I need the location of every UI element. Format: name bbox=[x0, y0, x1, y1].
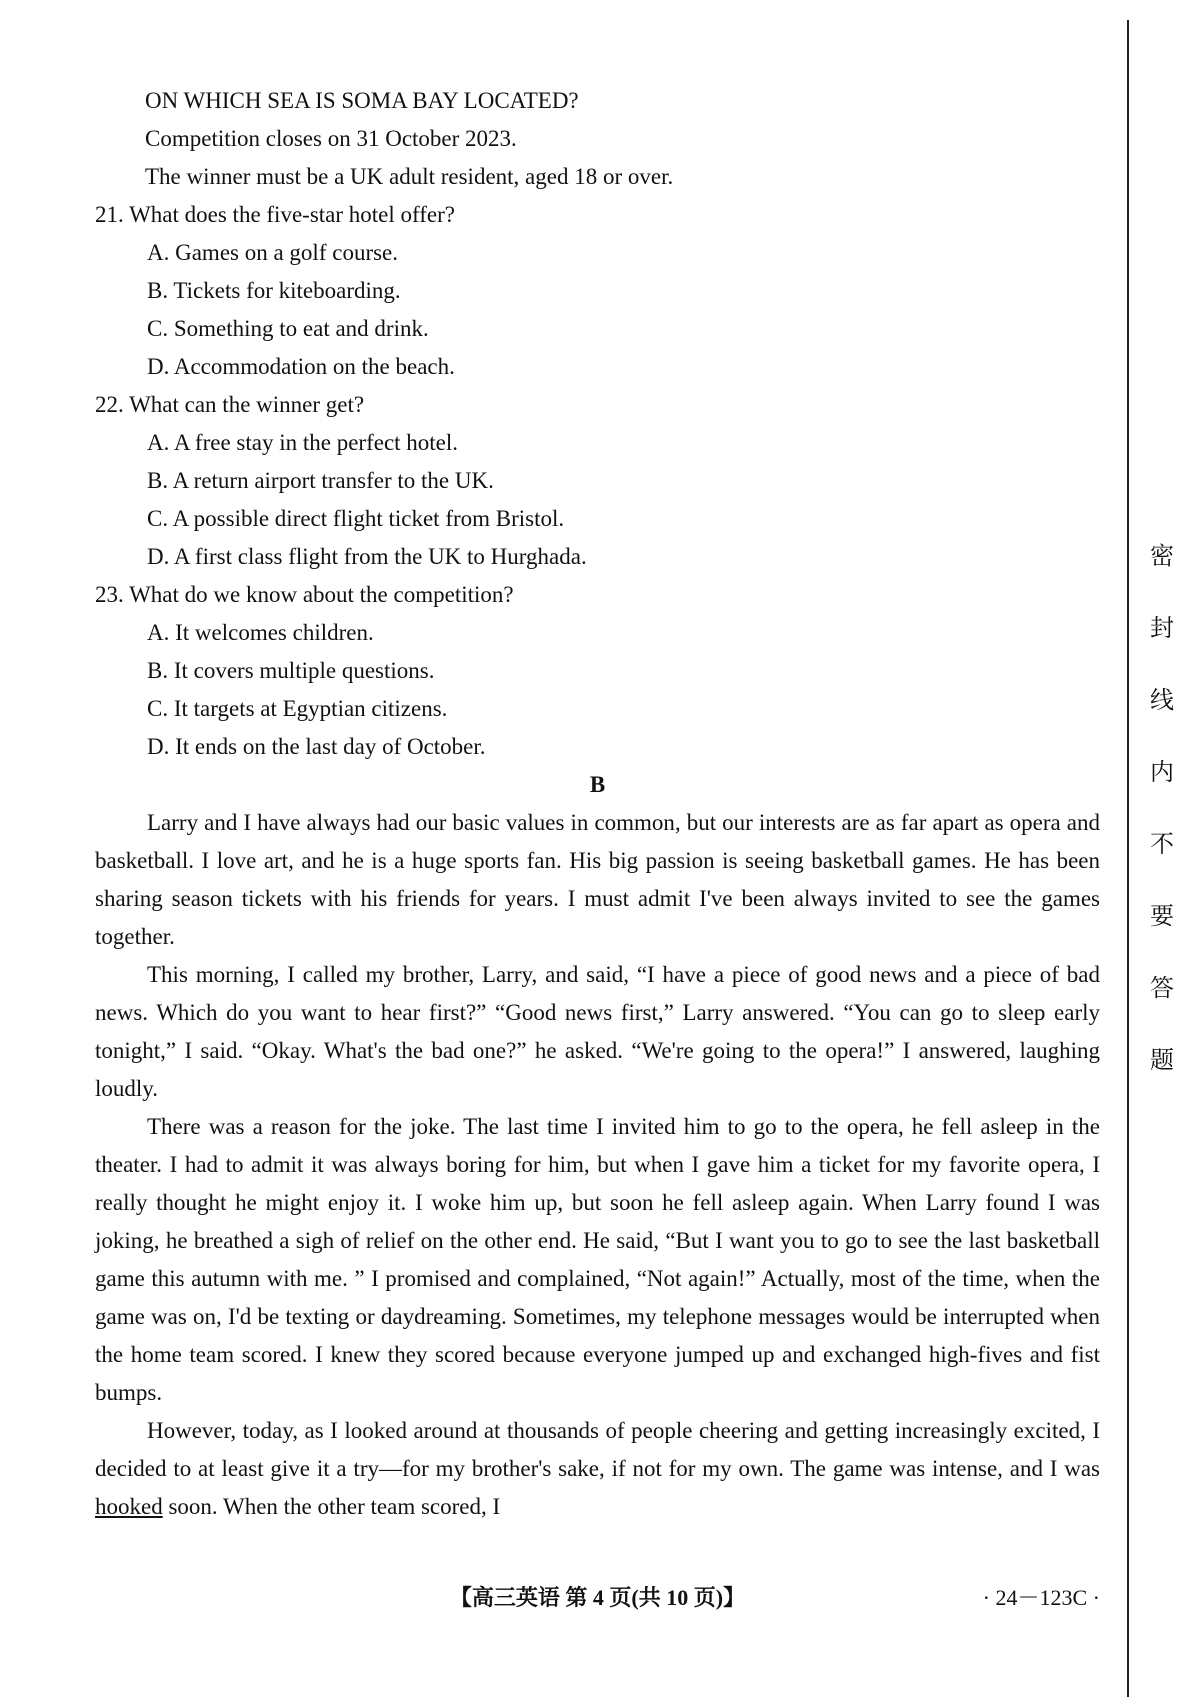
seal-line-notice bbox=[1142, 520, 1182, 1096]
passage-paragraph-4 bbox=[95, 1412, 1100, 1526]
paragraph-text: soon. When the other team scored, I bbox=[162, 1494, 501, 1519]
question-23 bbox=[95, 576, 1100, 766]
option-d: D. A first class flight from the UK to Hurghada. bbox=[147, 544, 587, 569]
option-d: D. It ends on the last day of October. bbox=[147, 734, 486, 759]
section-heading: B bbox=[589, 772, 606, 797]
closing-date: Competition closes on 31 October 2023. bbox=[145, 126, 517, 151]
seal-char: 内 bbox=[1150, 758, 1174, 786]
passage-paragraph-2: This morning, I called my brother, Larry, and said, “I have a piece of good news and a piece of bad news. Which do you want to hear first?” “Good news first,” Larry answered. “You can go to sleep early tonight,” I said. “Okay. What's the bad one?” he asked. “We're going to the opera!” I answered, laughing loudly. bbox=[95, 962, 1100, 1101]
option-a: A. Games on a golf course. bbox=[147, 240, 399, 265]
option-d: D. Accommodation on the beach. bbox=[147, 354, 455, 379]
option-a: A. A free stay in the perfect hotel. bbox=[147, 430, 459, 455]
contest-question: ON WHICH SEA IS SOMA BAY LOCATED? bbox=[145, 88, 579, 113]
question-stem: 23. What do we know about the competition? bbox=[95, 582, 514, 607]
seal-char: 要 bbox=[1150, 902, 1174, 930]
question-22 bbox=[95, 386, 1100, 576]
option-b: B. Tickets for kiteboarding. bbox=[147, 278, 401, 303]
winner-rule: The winner must be a UK adult resident, aged 18 or over. bbox=[145, 164, 674, 189]
option-c: C. Something to eat and drink. bbox=[147, 316, 429, 341]
underlined-word: hooked bbox=[95, 1494, 163, 1519]
option-b: B. It covers multiple questions. bbox=[147, 658, 435, 683]
page-number: 【高三英语 第 4 页(共 10 页)】 bbox=[449, 1585, 746, 1610]
page-footer bbox=[95, 1580, 1100, 1616]
question-stem: 21. What does the five-star hotel offer? bbox=[95, 202, 455, 227]
binding-line bbox=[1127, 20, 1129, 1697]
option-c: C. It targets at Egyptian citizens. bbox=[147, 696, 448, 721]
seal-char: 答 bbox=[1150, 974, 1174, 1002]
page-content bbox=[95, 82, 1100, 1526]
seal-char: 线 bbox=[1150, 686, 1174, 714]
passage-paragraph-3: There was a reason for the joke. The last time I invited him to go to the opera, he fell asleep in the theater. I had to admit it was always boring for him, but when I gave him a ticket for my favorite opera, I really thought he might enjoy it. I woke him up, but soon he fell asleep again. When Larry found I was joking, he breathed a sigh of relief on the other end. He said, “But I want you to go to see the last basketball game this autumn with me. ” I promised and complained, “Not again!” Actually, most of the time, when the game was on, I'd be texting or daydreaming. Sometimes, my telephone messages would be interrupted when the home team scored. I knew they scored because everyone jumped up and exchanged high-fives and fist bumps. bbox=[95, 1114, 1100, 1405]
option-a: A. It welcomes children. bbox=[147, 620, 374, 645]
question-21 bbox=[95, 196, 1100, 386]
seal-char: 不 bbox=[1150, 830, 1174, 858]
option-c: C. A possible direct flight ticket from Bristol. bbox=[147, 506, 565, 531]
question-stem: 22. What can the winner get? bbox=[95, 392, 365, 417]
option-b: B. A return airport transfer to the UK. bbox=[147, 468, 494, 493]
seal-char: 题 bbox=[1150, 1046, 1174, 1074]
paper-code: · 24－123C · bbox=[982, 1585, 1100, 1610]
paragraph-text: However, today, as I looked around at thousands of people cheering and getting increasingly excited, I decided to at least give it a try—for my brother's sake, if not for my own. The game was intense, and I was bbox=[95, 1418, 1100, 1481]
passage-paragraph-1: Larry and I have always had our basic values in common, but our interests are as far apart as opera and basketball. I love art, and he is a huge sports fan. His big passion is seeing basketball games. He has been sharing season tickets with his friends for years. I must admit I've been always invited to see the games together. bbox=[95, 810, 1100, 949]
seal-char: 密 bbox=[1150, 542, 1174, 570]
seal-char: 封 bbox=[1150, 614, 1174, 642]
